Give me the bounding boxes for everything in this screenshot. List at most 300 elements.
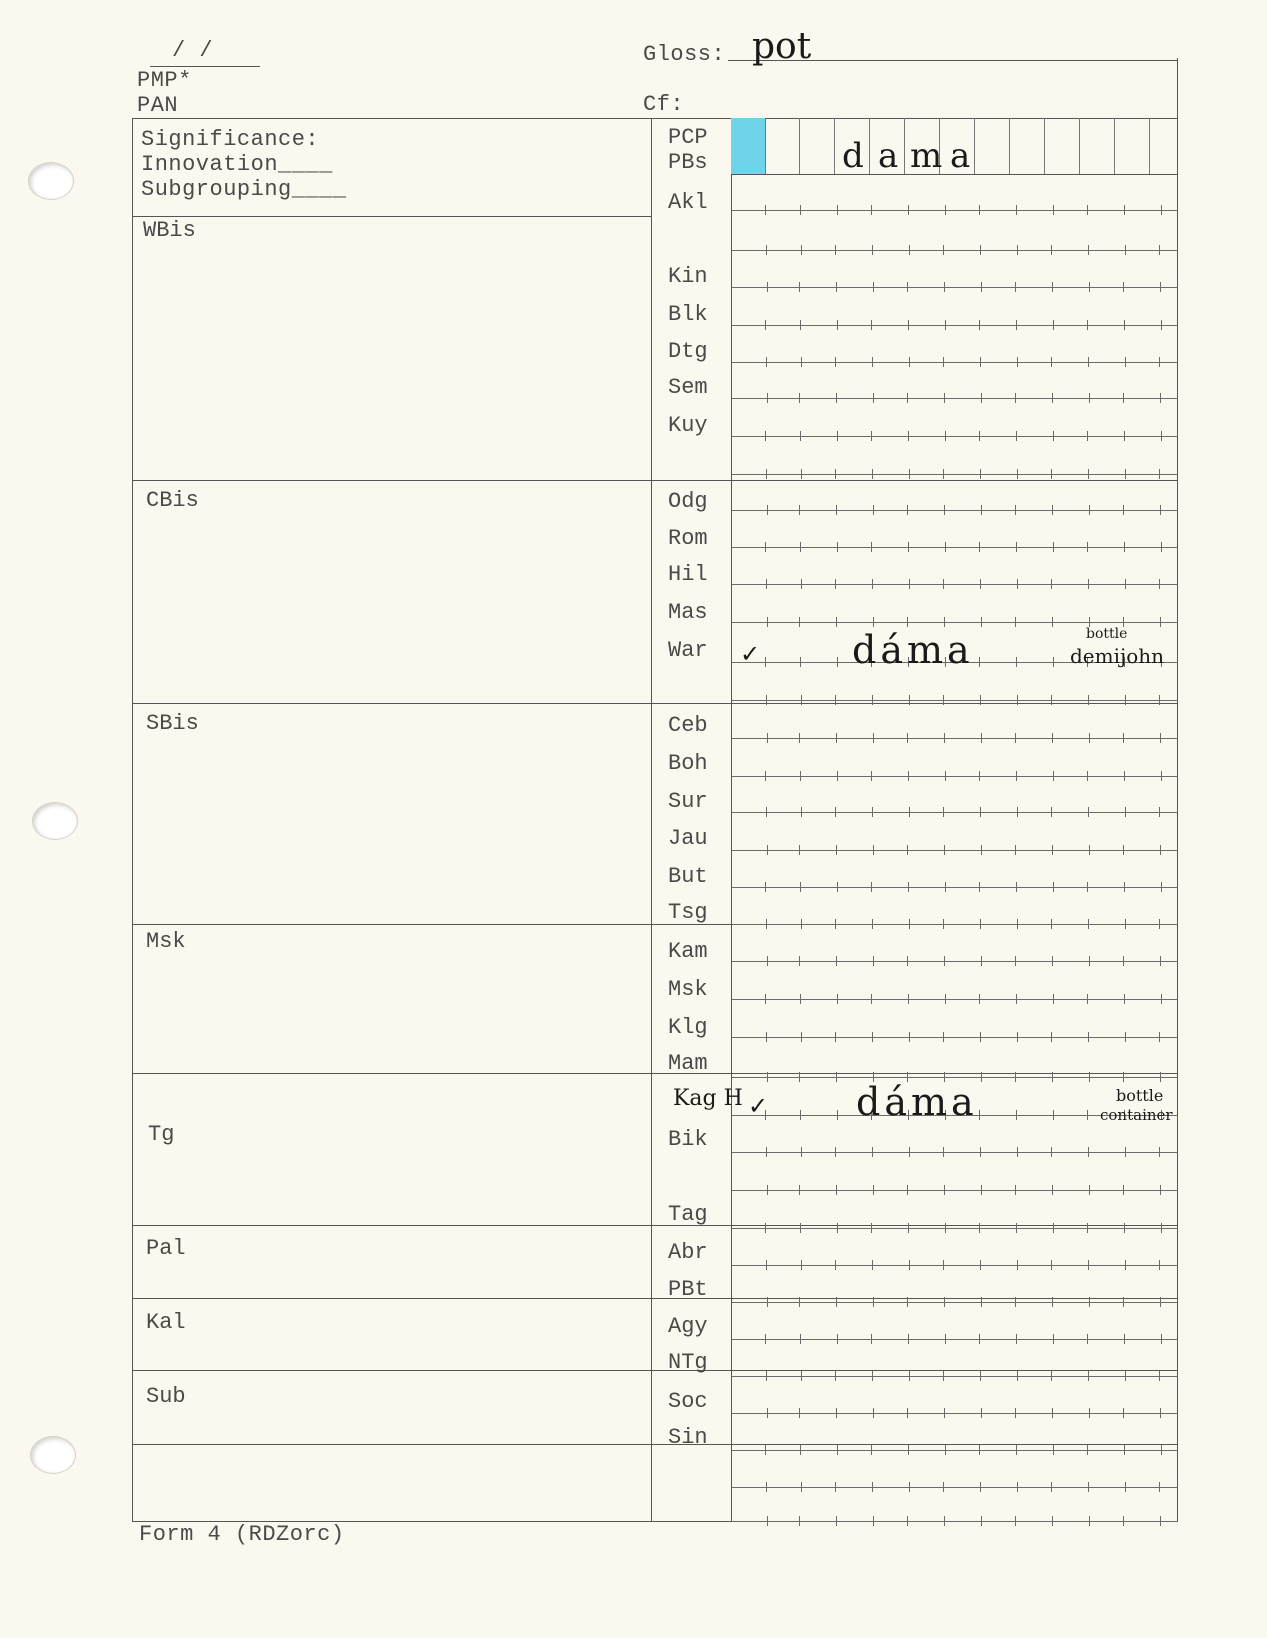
ruled-line-tick	[1052, 617, 1053, 627]
ruled-line-tick	[873, 845, 874, 855]
ruled-line-tick	[835, 1147, 836, 1157]
ruled-line-tick	[1051, 1260, 1052, 1270]
ruled-line-tick	[799, 1297, 800, 1307]
ruled-line-tick	[1016, 1223, 1017, 1233]
ruled-line-tick	[979, 1110, 980, 1120]
ruled-line	[732, 812, 1178, 813]
ruled-line-tick	[872, 1260, 873, 1270]
ruled-line-tick	[799, 956, 800, 966]
ruled-line-tick	[1125, 1032, 1126, 1042]
ruled-line-tick	[1015, 1185, 1016, 1195]
ruled-line-tick	[1051, 245, 1052, 255]
ruled-line-tick	[1161, 320, 1162, 330]
ruled-line-tick	[1160, 1516, 1161, 1526]
ruled-line-tick	[909, 1260, 910, 1270]
ruled-line-tick	[872, 469, 873, 479]
ruled-line-tick	[908, 771, 909, 781]
ruled-line-tick	[909, 469, 910, 479]
section-cbis: CBis	[146, 488, 199, 513]
ruled-line-tick	[801, 245, 802, 255]
lang-sem: Sem	[668, 375, 708, 400]
ruled-line-tick	[943, 807, 944, 817]
war-gloss-top: bottle	[1086, 626, 1128, 642]
ruled-line-tick	[1124, 771, 1125, 781]
ruled-line-tick	[1089, 1408, 1090, 1418]
ruled-line-tick	[835, 1371, 836, 1381]
section-wbis: WBis	[143, 218, 196, 243]
ruled-line-tick	[1088, 807, 1089, 817]
ruled-line	[732, 547, 1178, 548]
ruled-line-tick	[1160, 1297, 1161, 1307]
ruled-line-tick	[835, 807, 836, 817]
ruled-line-tick	[1159, 579, 1160, 589]
ruled-line-tick	[800, 771, 801, 781]
ruled-line-tick	[981, 617, 982, 627]
ruled-line-tick	[766, 1147, 767, 1157]
lang-blk: Blk	[668, 302, 708, 327]
ruled-line-tick	[943, 469, 944, 479]
ruled-line-tick	[767, 1297, 768, 1307]
ruled-line	[732, 1450, 1178, 1451]
ruled-line-tick	[1088, 357, 1089, 367]
ruled-line-tick	[836, 617, 837, 627]
lang-sin: Sin	[668, 1425, 708, 1450]
ruled-line-tick	[1087, 205, 1088, 215]
ruled-line-tick	[837, 1110, 838, 1120]
ruled-line-tick	[1051, 1371, 1052, 1381]
ruled-line-tick	[1160, 733, 1161, 743]
ruled-line-tick	[980, 1482, 981, 1492]
lang-sur: Sur	[668, 789, 708, 814]
ruled-line-tick	[909, 1147, 910, 1157]
ruled-line-tick	[1016, 1334, 1017, 1344]
war-gloss-bottom: demijohn	[1070, 644, 1165, 668]
ruled-line-tick	[836, 393, 837, 403]
ruled-line	[732, 474, 1178, 475]
ruled-line-tick	[837, 994, 838, 1004]
ruled-line-tick	[835, 245, 836, 255]
ruled-line-tick	[979, 882, 980, 892]
ruled-line-tick	[1016, 205, 1017, 215]
ruled-line-tick	[1016, 542, 1017, 552]
ruled-line-tick	[907, 1408, 908, 1418]
ruled-line-tick	[836, 733, 837, 743]
ruled-line-tick	[872, 1147, 873, 1157]
ruled-line-tick	[766, 1032, 767, 1042]
pcp-letter-3: m	[910, 136, 943, 176]
ruled-line-tick	[1160, 393, 1161, 403]
ruled-line-tick	[908, 431, 909, 441]
ruled-line-tick	[979, 1334, 980, 1344]
ruled-line-tick	[980, 1371, 981, 1381]
lang-msk: Msk	[668, 977, 708, 1002]
ruled-line-tick	[871, 205, 872, 215]
ruled-line-tick	[980, 245, 981, 255]
ruled-line-tick	[979, 771, 980, 781]
ruled-line-tick	[801, 1371, 802, 1381]
ruled-line-tick	[907, 845, 908, 855]
ruled-line-tick	[1161, 771, 1162, 781]
ruled-line-tick	[945, 771, 946, 781]
ruled-line-tick	[837, 205, 838, 215]
ruled-line-tick	[1053, 657, 1054, 667]
ruled-line-tick	[799, 1072, 800, 1082]
ruled-line-tick	[1160, 1185, 1161, 1195]
lang-odg: Odg	[668, 489, 708, 514]
ruled-line-tick	[980, 919, 981, 929]
ruled-line-tick	[873, 956, 874, 966]
ruled-line-tick	[767, 733, 768, 743]
ruled-line-tick	[837, 320, 838, 330]
ruled-line-tick	[799, 845, 800, 855]
ruled-line-tick	[765, 1334, 766, 1344]
ruled-line-tick	[979, 994, 980, 1004]
ruled-line-tick	[909, 807, 910, 817]
gloss-value: pot	[752, 26, 812, 67]
ruled-line-tick	[1124, 205, 1125, 215]
ruled-line-tick	[1089, 393, 1090, 403]
ruled-line-tick	[1159, 807, 1160, 817]
ruled-line-tick	[873, 282, 874, 292]
ruled-line-tick	[1051, 695, 1052, 705]
section-kal: Kal	[146, 1310, 186, 1335]
ruled-line-tick	[765, 542, 766, 552]
ruled-line-tick	[1123, 282, 1124, 292]
ruled-line-tick	[1015, 956, 1016, 966]
ruled-line-tick	[1088, 579, 1089, 589]
ruled-line	[732, 362, 1178, 363]
ruled-line-tick	[945, 1445, 946, 1455]
ruled-line-tick	[981, 1297, 982, 1307]
ruled-line-tick	[981, 1185, 982, 1195]
ruled-line-tick	[872, 919, 873, 929]
ruled-line-tick	[1160, 845, 1161, 855]
ruled-line-tick	[1052, 505, 1053, 515]
ruled-line-tick	[1015, 1408, 1016, 1418]
ruled-line	[732, 924, 1178, 925]
ruled-line-tick	[873, 1185, 874, 1195]
ruled-line-tick	[1052, 282, 1053, 292]
ruled-line-tick	[908, 1223, 909, 1233]
ruled-line-tick	[1053, 1223, 1054, 1233]
ruled-line-tick	[1125, 1147, 1126, 1157]
ruled-line-tick	[1089, 1072, 1090, 1082]
ruled-line-tick	[1053, 882, 1054, 892]
ruled-line-tick	[1015, 1516, 1016, 1526]
ruled-line-tick	[945, 994, 946, 1004]
ruled-line-tick	[1123, 733, 1124, 743]
lang-but: But	[668, 864, 708, 889]
ruled-line	[732, 887, 1178, 888]
ruled-line	[732, 436, 1178, 437]
ruled-line-tick	[1052, 1516, 1053, 1526]
ruled-line-tick	[873, 505, 874, 515]
ruled-line-tick	[800, 1334, 801, 1344]
pcp-letter-4: a	[950, 136, 971, 176]
ruled-line-tick	[1160, 282, 1161, 292]
ruled-line-tick	[1159, 695, 1160, 705]
ruled-line-tick	[799, 282, 800, 292]
ruled-line-tick	[767, 1408, 768, 1418]
ruled-line-tick	[943, 1371, 944, 1381]
ruled-line-tick	[836, 1297, 837, 1307]
ruled-line-tick	[1087, 431, 1088, 441]
ruled-line-tick	[1087, 771, 1088, 781]
ruled-line-tick	[837, 882, 838, 892]
ruled-line-tick	[836, 1072, 837, 1082]
ruled-line-tick	[1124, 1445, 1125, 1455]
ruled-line-tick	[800, 1110, 801, 1120]
ruled-line-tick	[1016, 320, 1017, 330]
ruled-line-tick	[1016, 1110, 1017, 1120]
ruled-line-tick	[837, 542, 838, 552]
ruled-line-tick	[1161, 1223, 1162, 1233]
ruled-line	[732, 250, 1178, 251]
ruled-line-tick	[800, 1223, 801, 1233]
ruled-line-tick	[1017, 919, 1018, 929]
ruled-line-tick	[1125, 357, 1126, 367]
ruled-line-tick	[1125, 919, 1126, 929]
ruled-line-tick	[1051, 1482, 1052, 1492]
ruled-line-tick	[767, 845, 768, 855]
ruled-line-tick	[800, 657, 801, 667]
ruled-line-tick	[766, 579, 767, 589]
ruled-line-tick	[909, 919, 910, 929]
war-form: dáma	[852, 628, 974, 672]
ruled-line-tick	[907, 733, 908, 743]
lang-jau: Jau	[668, 826, 708, 851]
ruled-line-tick	[801, 579, 802, 589]
ruled-line-tick	[944, 1408, 945, 1418]
ruled-line-tick	[765, 1223, 766, 1233]
ruled-line-tick	[801, 1260, 802, 1270]
ruled-line-tick	[943, 1147, 944, 1157]
ruled-line-tick	[909, 245, 910, 255]
ruled-line-tick	[945, 205, 946, 215]
ruled-line-tick	[1015, 505, 1016, 515]
ruled-line-tick	[943, 245, 944, 255]
ruled-line-tick	[873, 1297, 874, 1307]
ruled-line-tick	[1053, 994, 1054, 1004]
ruled-line	[732, 1376, 1178, 1377]
ruled-line-tick	[872, 807, 873, 817]
ruled-line-tick	[835, 1260, 836, 1270]
ruled-line-tick	[767, 505, 768, 515]
ruled-line-tick	[1161, 1445, 1162, 1455]
ruled-line-tick	[837, 1445, 838, 1455]
ruled-line-tick	[767, 956, 768, 966]
ruled-line-tick	[1088, 1482, 1089, 1492]
ruled-line-tick	[1052, 1297, 1053, 1307]
lang-kuy: Kuy	[668, 413, 708, 438]
ruled-line-tick	[1015, 282, 1016, 292]
ruled-line-tick	[799, 733, 800, 743]
ruled-line	[732, 1152, 1178, 1153]
ruled-line-tick	[909, 1371, 910, 1381]
ruled-line-tick	[981, 1072, 982, 1082]
ruled-line-tick	[1160, 956, 1161, 966]
ruled-line-tick	[837, 771, 838, 781]
ruled-line-tick	[979, 431, 980, 441]
ruled-line-tick	[871, 1334, 872, 1344]
kag-form: dáma	[856, 1080, 978, 1124]
ruled-line-tick	[871, 1223, 872, 1233]
ruled-line-tick	[1125, 469, 1126, 479]
ruled-line-tick	[873, 393, 874, 403]
ruled-line-tick	[1089, 505, 1090, 515]
ruled-line-tick	[872, 245, 873, 255]
ruled-line-tick	[1017, 245, 1018, 255]
ruled-line-tick	[801, 807, 802, 817]
ruled-line-tick	[945, 320, 946, 330]
ruled-line-tick	[908, 1445, 909, 1455]
ruled-line-tick	[1053, 771, 1054, 781]
ruled-line-tick	[871, 320, 872, 330]
ruled-line-tick	[1124, 994, 1125, 1004]
ruled-line-tick	[766, 469, 767, 479]
ruled-line-tick	[979, 1223, 980, 1233]
ruled-line-tick	[765, 657, 766, 667]
ruled-line-tick	[766, 695, 767, 705]
pcp-letter-1: d	[842, 136, 864, 176]
ruled-line-tick	[909, 579, 910, 589]
ruled-line-tick	[836, 1408, 837, 1418]
ruled-line-tick	[765, 994, 766, 1004]
ruled-line-tick	[908, 994, 909, 1004]
lang-tag: Tag	[668, 1202, 708, 1227]
ruled-line-tick	[1053, 1334, 1054, 1344]
ruled-line-tick	[980, 807, 981, 817]
ruled-line-tick	[1161, 431, 1162, 441]
ruled-line-tick	[981, 505, 982, 515]
innovation-label: Innovation____	[141, 152, 333, 177]
ruled-line-tick	[1052, 733, 1053, 743]
lang-tsg: Tsg	[668, 900, 708, 925]
ruled-line-tick	[1087, 994, 1088, 1004]
ruled-line-tick	[1159, 919, 1160, 929]
ruled-line-tick	[801, 1482, 802, 1492]
ruled-line-tick	[1017, 1371, 1018, 1381]
ruled-line	[732, 999, 1178, 1000]
ruled-line-tick	[907, 617, 908, 627]
ruled-line-tick	[980, 695, 981, 705]
ruled-line-tick	[836, 1185, 837, 1195]
ruled-line-tick	[837, 1334, 838, 1344]
ruled-line-tick	[800, 205, 801, 215]
ruled-line-tick	[908, 320, 909, 330]
ruled-line-tick	[981, 282, 982, 292]
ruled-line-tick	[835, 357, 836, 367]
ruled-line-tick	[981, 956, 982, 966]
ruled-line-tick	[1124, 320, 1125, 330]
ruled-line-tick	[1089, 845, 1090, 855]
ruled-line-tick	[945, 1223, 946, 1233]
ruled-line-tick	[908, 205, 909, 215]
ruled-line-tick	[1017, 695, 1018, 705]
ruled-line-tick	[1160, 617, 1161, 627]
ruled-line-tick	[979, 657, 980, 667]
lang-mas: Mas	[668, 600, 708, 625]
ruled-line-tick	[836, 505, 837, 515]
kag-check-mark: ✓	[748, 1092, 769, 1120]
ruled-line	[732, 210, 1178, 211]
ruled-line-tick	[836, 1516, 837, 1526]
ruled-line-tick	[765, 882, 766, 892]
ruled-line-tick	[1161, 542, 1162, 552]
ruled-line-tick	[1015, 845, 1016, 855]
lang-akl: Akl	[668, 190, 708, 215]
ruled-line-tick	[837, 657, 838, 667]
ruled-line-tick	[909, 1482, 910, 1492]
ruled-line-tick	[1017, 1147, 1018, 1157]
ruled-line-tick	[945, 1334, 946, 1344]
ruled-line-tick	[1123, 956, 1124, 966]
ruled-line-tick	[799, 617, 800, 627]
ruled-line-tick	[801, 469, 802, 479]
ruled-line-tick	[944, 1516, 945, 1526]
ruled-line-tick	[767, 1185, 768, 1195]
ruled-line-tick	[944, 845, 945, 855]
ruled-line-tick	[1052, 393, 1053, 403]
ruled-line-tick	[1016, 994, 1017, 1004]
ruled-line-tick	[1089, 282, 1090, 292]
ruled-line-tick	[980, 357, 981, 367]
ruled-line-tick	[835, 919, 836, 929]
ruled-line-tick	[943, 1032, 944, 1042]
lang-rom: Rom	[668, 526, 708, 551]
ruled-line	[732, 1228, 1178, 1229]
ruled-line-tick	[835, 469, 836, 479]
ruled-line-tick	[873, 1516, 874, 1526]
kag-gloss-bottom: container	[1100, 1106, 1173, 1124]
ruled-line-tick	[836, 845, 837, 855]
ruled-line-tick	[1017, 1482, 1018, 1492]
pmp-label: PMP*	[137, 68, 192, 93]
ruled-line-tick	[907, 956, 908, 966]
ruled-line-tick	[909, 695, 910, 705]
ruled-line-tick	[766, 1482, 767, 1492]
ruled-line-tick	[1017, 807, 1018, 817]
ruled-line-tick	[1159, 245, 1160, 255]
ruled-line-tick	[1159, 1482, 1160, 1492]
ruled-line-tick	[871, 771, 872, 781]
ruled-line-tick	[1088, 245, 1089, 255]
ruled-line-tick	[1015, 617, 1016, 627]
ruled-line-tick	[1159, 1147, 1160, 1157]
ruled-line-tick	[766, 919, 767, 929]
ruled-line-tick	[835, 1032, 836, 1042]
pan-label: PAN	[137, 93, 179, 118]
ruled-line-tick	[909, 1032, 910, 1042]
ruled-line-tick	[801, 1147, 802, 1157]
ruled-line	[732, 1339, 1178, 1340]
ruled-line-tick	[980, 1032, 981, 1042]
ruled-line-tick	[1016, 431, 1017, 441]
ruled-line-tick	[1087, 882, 1088, 892]
lang-pbt: PBt	[668, 1277, 708, 1302]
lang-abr: Abr	[668, 1240, 708, 1265]
ruled-line-tick	[907, 393, 908, 403]
ruled-line-tick	[1125, 1482, 1126, 1492]
lang-agy: Agy	[668, 1314, 708, 1339]
ruled-line-tick	[835, 695, 836, 705]
ruled-line-tick	[980, 579, 981, 589]
ruled-line-tick	[945, 542, 946, 552]
ruled-line-tick	[1123, 1297, 1124, 1307]
ruled-line-tick	[1088, 1032, 1089, 1042]
ruled-line-tick	[767, 393, 768, 403]
subgrouping-label: Subgrouping____	[141, 177, 347, 202]
